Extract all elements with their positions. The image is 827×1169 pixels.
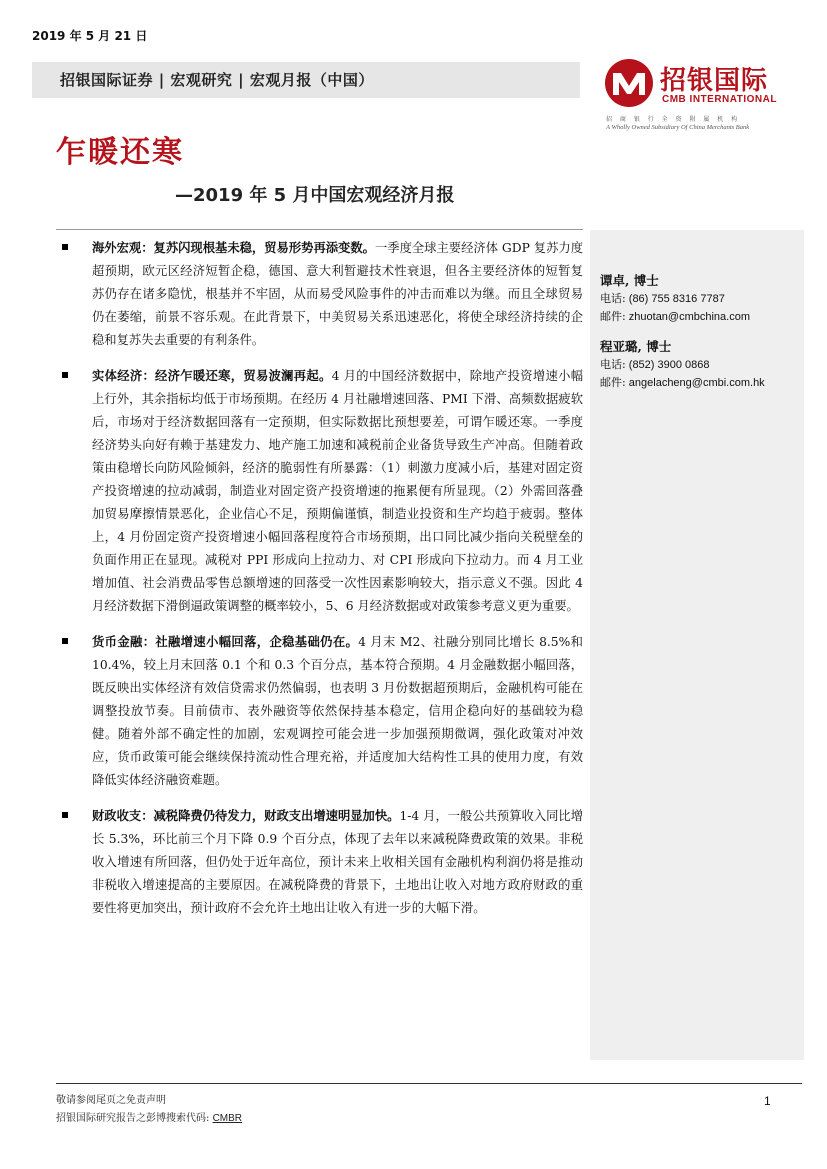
footer-disclaimer: 敬请参阅尾页之免责声明 [56,1095,166,1106]
analyst-phone: 电话: (86) 755 8316 7787 [600,292,725,305]
analyst-card [600,338,765,392]
bullet-square-icon [62,244,68,250]
report-date: 2019 年 5 月 21 日 [32,29,148,43]
analyst-card [600,272,750,326]
bullet-fiscal [56,804,583,920]
bullet-overseas-macro [56,236,583,352]
bullet-heading: 货币金融：社融增速小幅回落，企稳基础仍在。 [92,634,359,649]
cmb-logo-icon [604,58,654,108]
bullet-heading: 实体经济：经济乍暖还寒，贸易波澜再起。 [92,368,332,383]
bullet-body: 一季度全球主要经济体 GDP 复苏力度超预期，欧元区经济短暂企稳，德国、意大利暂避技术性衰退，但各主要经济体的短暂复苏仍存在诸多隐忧，根基并不牢固，从而易受风险事件的冲击而难以为继。而且全球贸易仍在萎缩，前景不容乐观。在此背景下，中美贸易关系迅速恶化，将使全球经济持续的企稳和复苏失去重要的有利条件。 [92,241,583,347]
content-divider [56,229,583,230]
analyst-name: 程亚璐, 博士 [600,339,672,354]
footer-bloomberg-code: 招银国际研究报告之彭博搜索代码: CMBR [56,1113,243,1124]
logo-tagline-cn: 招 商 银 行 全 资 附 属 机 构 [606,116,741,123]
bullet-real-economy [56,364,583,618]
report-series-header: 招银国际证券 | 宏观研究 | 宏观月报（中国） [60,71,374,89]
page-number: 1 [764,1094,771,1108]
report-subtitle: —2019 年 5 月中国宏观经济月报 [175,185,455,206]
cmbi-logo [604,54,804,134]
logo-chinese-name: 招银国际 [660,66,769,96]
summary-bullets [56,236,583,932]
bullet-body: 4 月的中国经济数据中，除地产投资增速小幅上行外，其余指标均低于市场预期。在经历 4 月社融增速回落、PMI 下滑、高频数据疲软后，市场对于经济数据回落有一定预期，但实际数据比预想要差，可谓乍暖还寒。一季度经济势头向好有赖于基建发力、地产施工加速和减税前企业备货导致生产冲高。但随着政策由稳增长向防风险倾斜，经济的脆弱性有所暴露：（1）刺激力度减小后，基建对固定资产投资增速的拉动减弱，制造业对固定资产投资增速的拖累便有所显现。（2）外需回落叠加贸易摩擦情景恶化，企业信心不足，预期偏谨慎，制造业投资和生产均趋于疲弱。整体上，4 月份固定资产投资增速小幅回落程度符合市场预期，出口同比减少指向关税壁垒的负面作用正在显现。减税对 PPI 形成向上拉动力、对 CPI 形成向下拉动力。而 4 月工业增加值、社会消费品零售总额增速的回落受一次性因素影响较大，指示意义不强。因此 4 月经济数据下滑倒逼政策调整的概率较小，5、6 月经济数据或对政策参考意义更为重要。 [92,369,583,613]
analyst-phone: 电话: (852) 3900 0868 [600,358,710,371]
bullet-square-icon [62,638,68,644]
analyst-name: 谭卓, 博士 [600,273,659,288]
bullet-heading: 财政收支：减税降费仍待发力，财政支出增速明显加快。 [92,808,400,823]
bullet-monetary-finance [56,630,583,792]
logo-english-name: CMB INTERNATIONAL [662,94,777,105]
bullet-body: 1-4 月，一般公共预算收入同比增长 5.3%，环比前三个月下降 0.9 个百分点，体现了去年以来减税降费政策的效果。非税收入增速有所回落，但仍处于近年高位，预计未来上收相关国有金融机构利润仍将是推动非税收入增速提高的主要原因。在减税降费的背景下，土地出让收入对地方政府财政的重要性将更加突出，预计政府不会允许土地出让收入有进一步的大幅下滑。 [92,809,584,915]
bullet-body: 4 月末 M2、社融分别同比增长 8.5%和 10.4%，较上月末回落 0.1 个和 0.3 个百分点，基本符合预期。4 月金融数据小幅回落，既反映出实体经济有效信贷需求仍然偏弱，也表明 3 月份数据超预期后，金融机构可能在调整投放节奏。目前债市、表外融资等依然保持基本稳定，信用企稳向好的基础较为稳健。随着外部不确定性的加剧，宏观调控可能会进一步加强预期微调，强化政策对冲效应，货币政策可能会继续保持流动性合理充裕，并适度加大结构性工具的使用力度，有效降低实体经济融资难题。 [92,635,583,787]
report-title: 乍暖还寒 [56,135,184,170]
logo-tagline-en: A Wholly Owned Subsidiary Of China Merchants Bank [606,124,750,131]
bloomberg-code-link[interactable]: CMBR [212,1113,243,1124]
bullet-square-icon [62,372,68,378]
analyst-email[interactable]: 邮件: angelacheng@cmbi.com.hk [600,376,765,389]
footer-divider [56,1083,802,1084]
analyst-email[interactable]: 邮件: zhuotan@cmbchina.com [600,310,751,323]
bullet-square-icon [62,812,68,818]
bullet-heading: 海外宏观：复苏闪现根基未稳，贸易形势再添变数。 [92,240,375,255]
